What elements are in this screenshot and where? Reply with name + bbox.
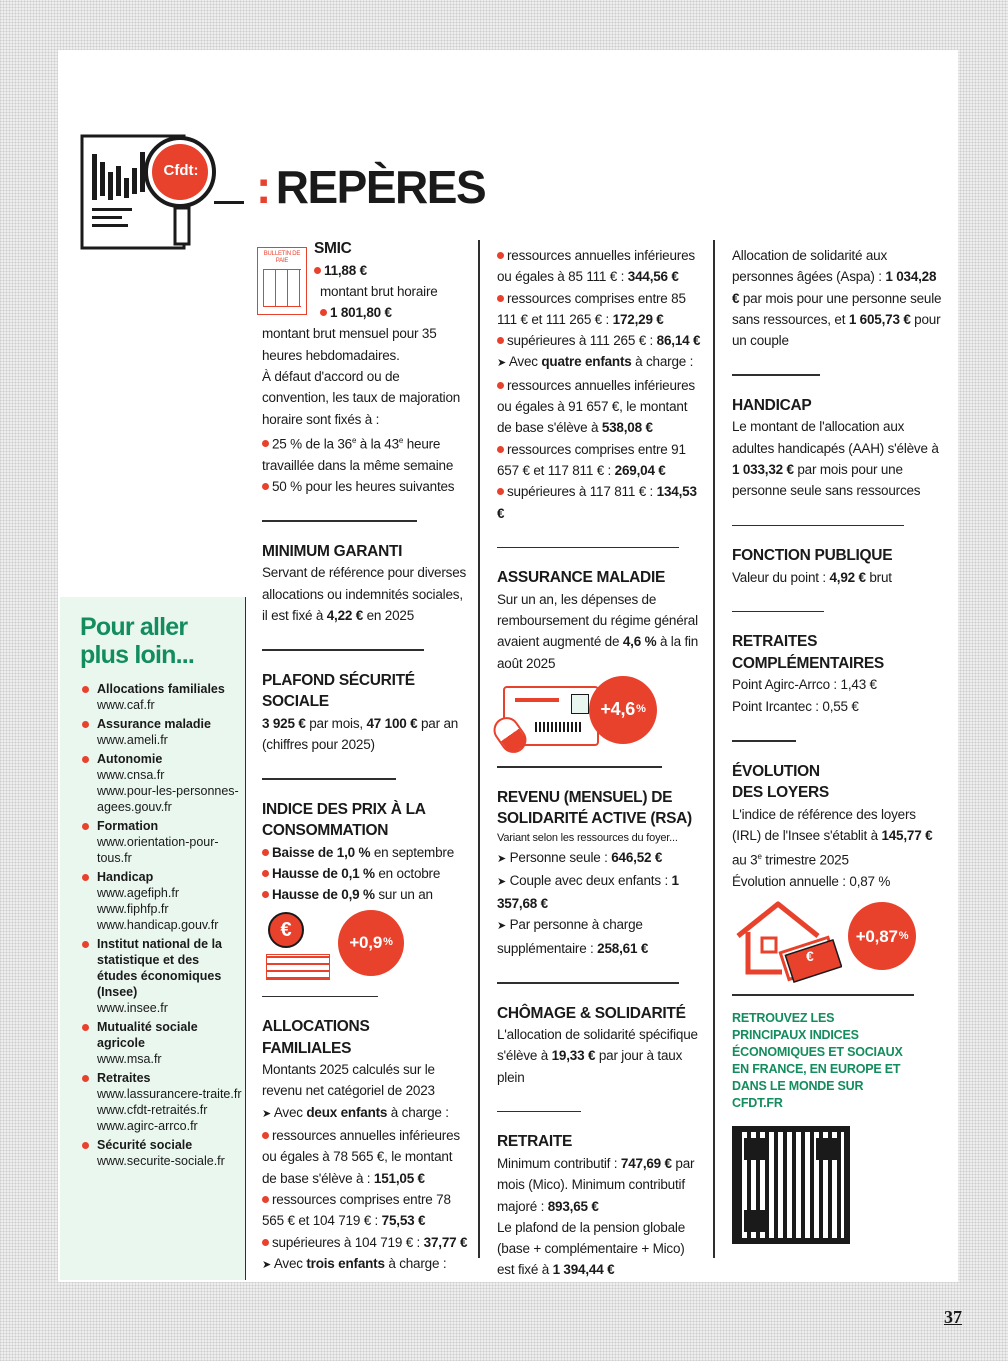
minimum-desc: Servant de référence pour diverses allocations ou indemnités sociales, il est fixé à	[262, 565, 467, 623]
link-url[interactable]: www.orientation-pour-tous.fr	[97, 835, 219, 865]
title-colon: :	[256, 161, 272, 213]
col2-r6-value: 134,53 €	[497, 484, 697, 521]
col2-range-6	[497, 481, 703, 524]
alloc-three-a: Avec	[271, 1255, 307, 1271]
smic-title: SMIC	[314, 240, 352, 257]
link-url[interactable]: www.lassurancere-traite.fr	[97, 1087, 242, 1101]
rsa-line-3	[497, 914, 703, 959]
link-label: Allocations familiales	[97, 682, 225, 696]
banknote-euro-symbol: €	[806, 948, 814, 965]
fonction-t1: Valeur du point :	[732, 569, 830, 585]
fonction-value: 4,92 €	[829, 569, 866, 585]
prix-illustration	[262, 906, 468, 988]
alloc-range-1	[262, 1125, 468, 1189]
link-item[interactable]	[82, 936, 242, 1016]
retraite-v1: 747,69 €	[620, 1155, 672, 1171]
alloc-r1: ressources annuelles inférieures ou égales à 78 565 €, le montant de base s'élève à :	[262, 1128, 460, 1186]
column-divider	[713, 240, 715, 1258]
prix-title: INDICE DES PRIX À LA CONSOMMATION	[262, 800, 426, 840]
link-item[interactable]	[82, 818, 242, 866]
loyers-sup: e	[757, 852, 762, 862]
handicap-title: HANDICAP	[732, 396, 812, 414]
plafond-month-value: 3 925 €	[262, 715, 306, 731]
rsa-line-1	[497, 847, 703, 870]
loyers-badge-value: +0,87	[855, 926, 898, 946]
rsa-l2: Couple avec deux enfants :	[506, 872, 672, 888]
link-label: Autonomie	[97, 752, 163, 766]
maladie-title: ASSURANCE MALADIE	[497, 569, 665, 587]
loyers-badge-unit: %	[898, 929, 909, 942]
maladie-text	[497, 589, 703, 674]
section-separator	[262, 778, 396, 780]
section-separator	[262, 996, 378, 998]
fonction-t2: brut	[865, 569, 892, 585]
smic-hourly-amount: 11,88 €	[324, 262, 367, 278]
plafond-text	[262, 713, 468, 756]
col2-four-b: quatre enfants	[541, 354, 632, 370]
title-text: REPÈRES	[275, 161, 486, 213]
loyers-t1: L'indice de référence des loyers (IRL) de l'Insee s'établit à	[732, 806, 916, 843]
arrow-icon: ➤	[497, 920, 507, 933]
col2-r3-value: 86,14 €	[656, 333, 701, 349]
rsa-line-2	[497, 870, 703, 915]
col2-four-children	[497, 351, 703, 374]
maj1-c: heure travaillée dans la même semaine	[262, 436, 454, 473]
retraite-text-1	[497, 1153, 703, 1217]
aspa-v1: 1 034,28 €	[732, 269, 937, 306]
alloc-two-children	[262, 1102, 468, 1125]
further-reading-sidebar	[60, 597, 246, 1280]
link-label: Assurance maladie	[97, 717, 211, 731]
alloc-r2: ressources comprises entre 78 565 € et 104 719 € :	[262, 1191, 451, 1229]
minimum-tail: en 2025	[363, 607, 415, 623]
arrow-icon: ➤	[497, 357, 507, 370]
link-url[interactable]: www.agirc-arrco.fr	[97, 1119, 198, 1133]
alloc-r1-value: 151,05 €	[373, 1170, 425, 1186]
minimum-text	[262, 562, 468, 626]
chomage-text	[497, 1024, 703, 1088]
prix-badge-value: +0,9	[349, 932, 383, 952]
aspa-t1: Allocation de solidarité aux personnes âgées (Aspa) :	[732, 248, 887, 285]
smic-block	[262, 238, 468, 497]
sidebar-links	[82, 681, 242, 1172]
maj1-sup2: e	[398, 435, 404, 445]
link-url[interactable]: www.securite-sociale.fr	[97, 1154, 225, 1168]
smic-monthly-amount: 1 801,80 €	[330, 305, 392, 321]
link-item[interactable]	[82, 1070, 242, 1134]
col2-r4: ressources annuelles inférieures ou égales à 91 657 €, le montant de base s'élève à	[497, 377, 695, 436]
link-url[interactable]: www.fiphfp.fr	[97, 902, 169, 916]
loyers-t3: trimestre 2025	[761, 852, 849, 868]
prix-badge-unit: %	[383, 935, 393, 948]
maladie-value: 4,6 %	[622, 634, 657, 650]
smic-monthly-value	[314, 302, 468, 323]
link-url[interactable]: www.msa.fr	[97, 1052, 162, 1066]
alloc-three-c: à charge :	[384, 1255, 447, 1271]
aspa-v2: 1 605,73 €	[848, 311, 911, 327]
retcomp-title: RETRAITES COMPLÉMENTAIRES	[732, 633, 884, 672]
col2-r2-value: 172,29 €	[612, 311, 664, 327]
retraite-v2: 893,65 €	[547, 1198, 599, 1214]
col2-four-c: à charge :	[631, 354, 694, 370]
alloc-three-b: trois enfants	[306, 1255, 385, 1271]
link-label: Sécurité sociale	[97, 1138, 193, 1152]
plafond-t2: par an (chiffres pour 2025)	[262, 715, 459, 752]
handicap-t2: par mois pour une personne seule sans ressources	[732, 462, 921, 499]
link-label: Formation	[97, 819, 159, 833]
alloc-title: ALLOCATIONS FAMILIALES	[262, 1018, 370, 1057]
prix-line-1	[262, 842, 468, 863]
maladie-t2: à la fin août 2025	[497, 634, 699, 671]
rsa-note: Variant selon les ressources du foyer...	[497, 831, 678, 844]
link-url[interactable]: www.handicap.gouv.fr	[97, 918, 219, 932]
prix-l1-bold: Baisse de 1,0 %	[272, 844, 371, 860]
maladie-badge-value: +4,6	[600, 699, 636, 720]
column-1	[262, 238, 468, 1276]
aspa-t2: par mois pour une personne seule sans ressources, et	[732, 290, 942, 327]
loyers-illustration	[732, 892, 942, 986]
col2-range-4	[497, 375, 703, 439]
plafond-title: PLAFOND SÉCURITÉ SOCIALE	[262, 671, 415, 711]
euro-coin-icon	[268, 912, 304, 948]
rsa-l3-value: 258,61 €	[597, 940, 649, 956]
col2-r1-value: 344,56 €	[627, 269, 679, 285]
link-item[interactable]	[82, 869, 242, 933]
prix-l2-bold: Hausse de 0,1 %	[272, 866, 375, 882]
link-url[interactable]: www.pour-les-personnes-agees.gouv.fr	[97, 784, 239, 814]
promo-text[interactable]: RETROUVEZ LES PRINCIPAUX INDICES ÉCONOMIQUES ET SOCIAUX EN FRANCE, EN EUROPE ET DANS LE MONDE SUR CFDT.FR	[732, 1010, 903, 1110]
house-icon	[732, 896, 842, 986]
link-url[interactable]: www.caf.fr	[97, 698, 155, 712]
maj1-a: 25 % de la 36	[272, 436, 352, 452]
euro-coin-symbol: €	[280, 918, 292, 941]
chomage-t1: L'allocation de solidarité spécifique s'élève à	[497, 1027, 698, 1064]
retraite-t2: par mois (Mico). Minimum contributif majoré :	[497, 1155, 695, 1214]
section-separator	[497, 766, 662, 768]
maj1-b: à la 43	[356, 436, 399, 452]
payslip-label: BULLETIN DE PAIE	[263, 251, 301, 264]
smic-majoration-text: À défaut d'accord ou de convention, les taux de majoration horaire sont fixés à :	[262, 368, 461, 427]
col2-range-1	[497, 245, 703, 288]
link-url[interactable]: www.cfdt-retraités.fr	[97, 1103, 208, 1117]
section-separator	[732, 740, 796, 742]
alloc-intro: Montants 2025 calculés sur le revenu net catégoriel de 2023	[262, 1062, 435, 1099]
handicap-t1: Le montant de l'allocation aux adultes handicapés (AAH) s'élève à	[732, 419, 939, 456]
smic-majoration-2: 50 % pour les heures suivantes	[262, 476, 468, 497]
chomage-title: CHÔMAGE & SOLIDARITÉ	[497, 1004, 686, 1022]
alloc-range-2	[262, 1189, 468, 1232]
col2-r5: ressources comprises entre 91 657 € et 117 811 € :	[497, 441, 686, 478]
payslip-icon	[257, 247, 307, 315]
maladie-badge-unit: %	[636, 703, 646, 716]
col2-r1: ressources annuelles inférieures ou égales à 85 111 € :	[497, 248, 695, 285]
cfdt-logo-text: Cfdt:	[163, 162, 199, 179]
prix-l2-text: en octobre	[374, 866, 441, 882]
sidebar-title	[80, 613, 240, 669]
magnifier-chart-icon	[78, 132, 248, 252]
section-separator	[497, 547, 679, 549]
section-separator	[497, 982, 679, 984]
rsa-l3: Par personne à charge supplémentaire :	[497, 917, 643, 956]
section-separator	[732, 525, 904, 527]
maladie-t1: Sur un an, les dépenses de remboursement du régime général avaient augmenté de	[497, 591, 698, 650]
plafond-year-value: 47 100 €	[366, 715, 418, 731]
link-url[interactable]: www.cnsa.fr	[97, 768, 165, 782]
loyers-title: ÉVOLUTION DES LOYERS	[732, 762, 829, 802]
col2-range-2	[497, 288, 703, 331]
retcomp-line-2: Point Ircantec : 0,55 €	[732, 698, 859, 714]
prix-line-3	[262, 884, 468, 905]
retcomp-line-1: Point Agirc-Arrco : 1,43 €	[732, 677, 877, 693]
col2-four-a: Avec	[506, 354, 542, 370]
section-separator	[732, 994, 914, 996]
section-separator	[497, 1111, 581, 1113]
alloc-range-3	[262, 1232, 468, 1253]
fonction-text	[732, 567, 942, 588]
col2-r6: supérieures à 117 811 € :	[507, 484, 657, 500]
col2-r3: supérieures à 111 265 € :	[507, 333, 657, 349]
maj1-sup1: e	[351, 435, 357, 445]
handicap-value: 1 033,32 €	[732, 462, 794, 478]
page-title	[256, 160, 485, 220]
chomage-t2: par jour à taux plein	[497, 1048, 683, 1085]
sidebar-title-line2: plus loin...	[80, 641, 195, 669]
column-3	[732, 245, 942, 1244]
link-url[interactable]: www.agefiph.fr	[97, 886, 179, 900]
col2-r5-value: 269,04 €	[614, 462, 666, 478]
retraite-text-2	[497, 1217, 703, 1281]
section-separator	[262, 649, 424, 651]
loyers-t2: au 3	[732, 852, 758, 868]
arrow-icon: ➤	[497, 875, 507, 888]
link-url[interactable]: www.ameli.fr	[97, 733, 168, 747]
link-item[interactable]	[82, 681, 242, 713]
col2-range-5	[497, 439, 703, 482]
maladie-badge	[589, 676, 657, 744]
rsa-title: REVENU (MENSUEL) DE SOLIDARITÉ ACTIVE (RSA)	[497, 788, 692, 828]
link-url[interactable]: www.insee.fr	[97, 1001, 168, 1015]
fonction-title: FONCTION PUBLIQUE	[732, 547, 893, 565]
column-divider	[478, 240, 480, 1258]
arrow-icon: ➤	[262, 1258, 272, 1271]
link-item[interactable]	[82, 1019, 242, 1067]
alloc-two-c: à charge :	[387, 1104, 449, 1120]
prix-l3-bold: Hausse de 0,9 %	[272, 887, 375, 903]
loyers-badge	[848, 902, 916, 970]
col2-r2: ressources comprises entre 85 111 € et 111 265 € :	[497, 290, 686, 327]
arrow-icon: ➤	[262, 1107, 272, 1120]
loyers-value: 145,77 €	[881, 827, 933, 843]
coin-stack-icon	[266, 954, 330, 980]
link-item[interactable]	[82, 716, 242, 748]
alloc-r3: supérieures à 104 719 € :	[272, 1234, 424, 1250]
rsa-l2-value: 1 357,68 €	[497, 872, 679, 912]
loyers-text	[732, 804, 942, 871]
link-label: Institut national de la statistique et des études économiques (Insee)	[97, 937, 223, 999]
alloc-three-children	[262, 1253, 468, 1276]
arrow-icon: ➤	[497, 852, 507, 865]
cfdt-logo-graphic	[78, 132, 248, 252]
maladie-illustration	[497, 674, 703, 762]
link-label: Handicap	[97, 870, 154, 884]
prix-badge	[338, 910, 404, 976]
retraite-title: RETRAITE	[497, 1133, 573, 1151]
link-item[interactable]	[82, 1137, 242, 1169]
chomage-value: 19,33 €	[551, 1048, 596, 1064]
retraite-t3: Le plafond de la pension globale (base + complémentaire + Mico) est fixé à	[497, 1219, 686, 1278]
col2-range-3	[497, 330, 703, 351]
smic-hourly-text: montant brut horaire	[320, 283, 438, 299]
aspa-t3: pour un couple	[732, 311, 941, 349]
handicap-text	[732, 416, 942, 501]
aspa-text	[732, 245, 942, 351]
minimum-value: 4,22 €	[326, 607, 364, 623]
plafond-t1: par mois,	[305, 715, 367, 731]
loyers-evolution: Évolution annuelle : 0,87 %	[732, 873, 891, 889]
section-separator	[732, 611, 824, 613]
smic-hourly-value	[314, 260, 468, 281]
col2-r4-value: 538,08 €	[601, 420, 653, 436]
sidebar-title-line1: Pour aller	[80, 613, 188, 641]
link-item[interactable]	[82, 751, 242, 815]
minimum-title: MINIMUM GARANTI	[262, 542, 403, 560]
rsa-l1: Personne seule :	[506, 849, 612, 865]
section-separator	[732, 374, 820, 376]
retraite-t1: Minimum contributif :	[497, 1155, 621, 1171]
smic-monthly-text: montant brut mensuel pour 35 heures hebdomadaires.	[262, 326, 437, 363]
alloc-r3-value: 37,77 €	[423, 1234, 468, 1250]
smic-majoration-1	[262, 430, 468, 476]
page-number: 37	[944, 1307, 962, 1327]
retraite-v3: 1 394,44 €	[552, 1262, 615, 1278]
link-label: Mutualité sociale agricole	[97, 1020, 198, 1050]
prix-l1-text: en septembre	[370, 844, 455, 860]
alloc-two-b: deux enfants	[306, 1104, 388, 1120]
rsa-l1-value: 646,52 €	[611, 849, 663, 865]
link-label: Retraites	[97, 1071, 151, 1085]
column-2	[497, 245, 703, 1281]
prix-line-2	[262, 863, 468, 884]
alloc-r2-value: 75,53 €	[381, 1213, 426, 1229]
prix-l3-text: sur un an	[374, 887, 433, 903]
section-separator	[262, 520, 417, 522]
qr-code[interactable]	[732, 1126, 850, 1244]
alloc-two-a: Avec	[271, 1104, 307, 1120]
